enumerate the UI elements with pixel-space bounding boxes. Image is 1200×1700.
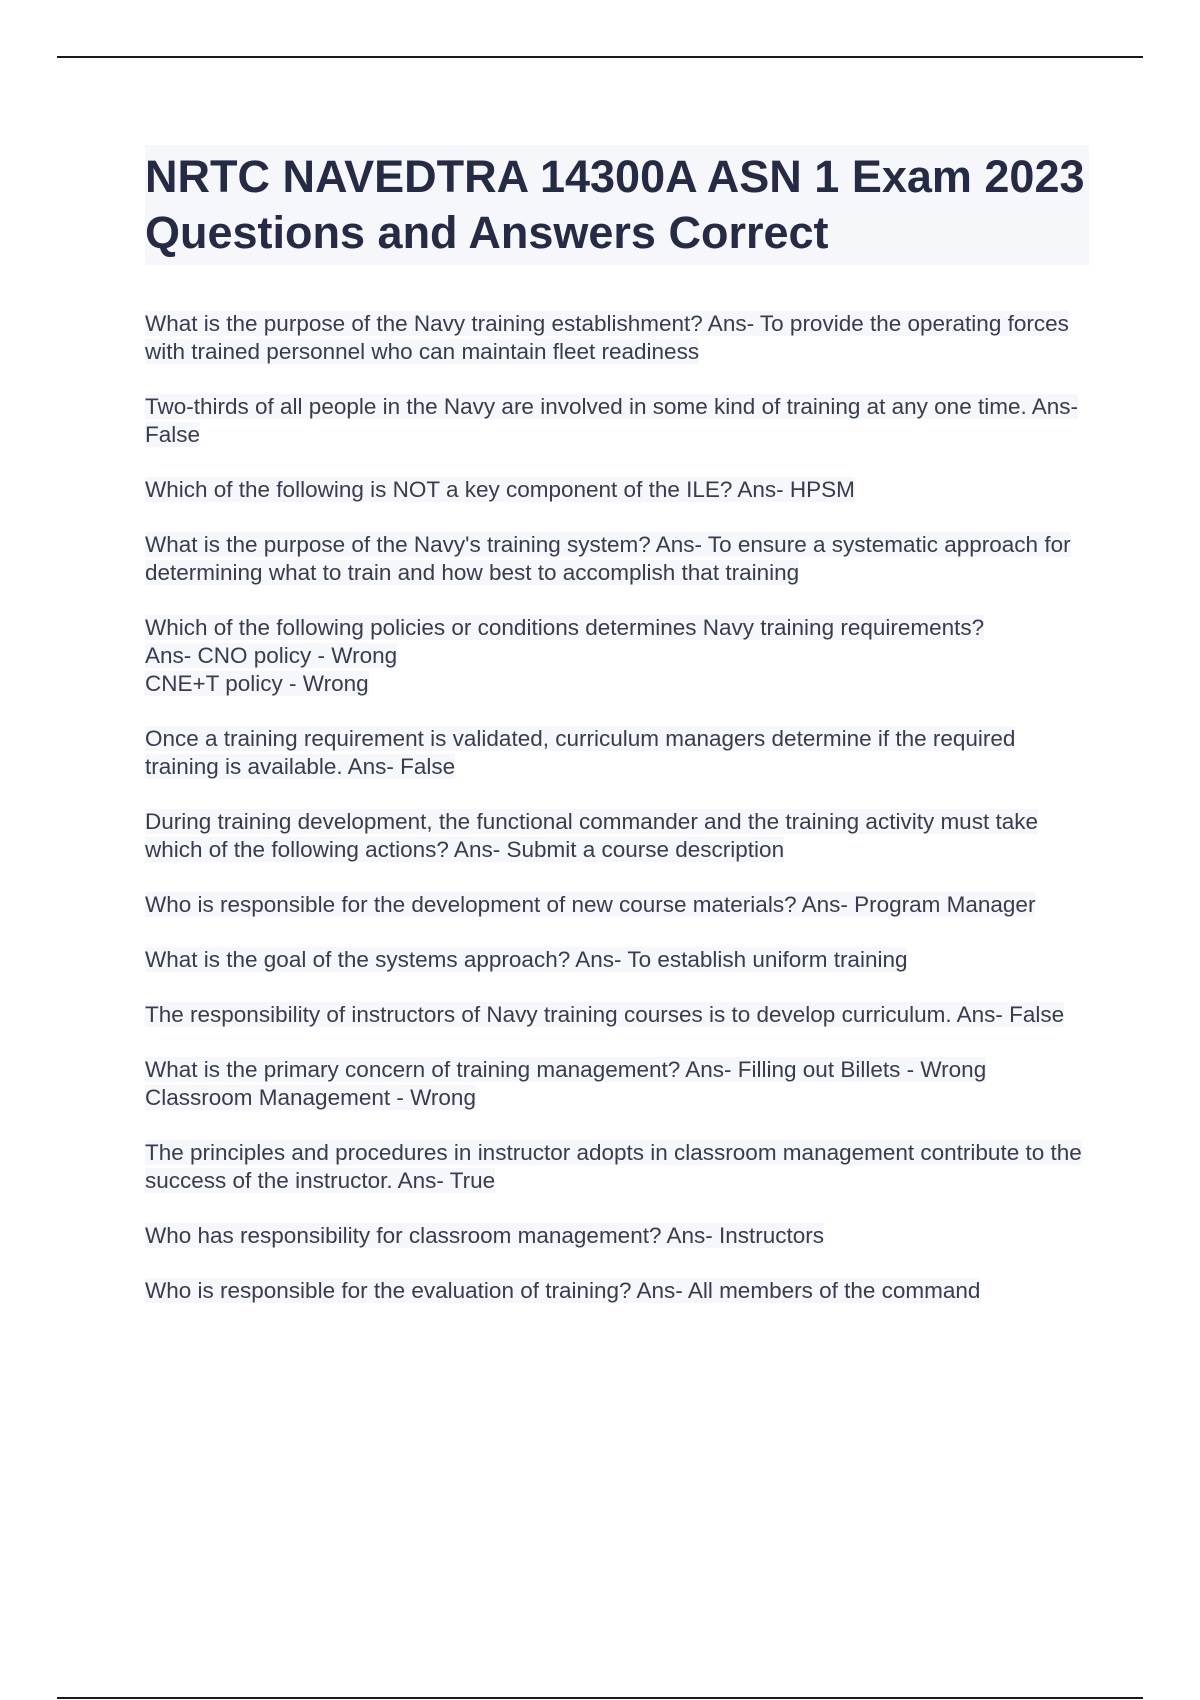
qa-item: During training development, the functional commander and the training activity must take which of the following actions? Ans- Submit a course description [145,809,1038,862]
qa-item: Who is responsible for the evaluation of training? Ans- All members of the command [145,1278,981,1303]
qa-item: Which of the following is NOT a key component of the ILE? Ans- HPSM [145,477,855,502]
qa-item: Who is responsible for the development of new course materials? Ans- Program Manager [145,892,1036,917]
qa-item: The principles and procedures in instructor adopts in classroom management contribute to the success of the instructor. Ans- True [145,1140,1082,1193]
qa-item: Once a training requirement is validated, curriculum managers determine if the required training is available. Ans- False [145,726,1016,779]
title-block [145,145,1089,265]
bottom-rule [57,1697,1143,1699]
qa-item: Who has responsibility for classroom management? Ans- Instructors [145,1223,825,1248]
qa-item: Which of the following policies or conditions determines Navy training requirements? Ans- CNO policy - Wrong CNE+T policy - Wrong [145,615,985,696]
qa-item: What is the purpose of the Navy's training system? Ans- To ensure a systematic approach for determining what to train and how best to accomplish that training [145,532,1071,585]
top-rule [57,56,1143,58]
qa-item: The responsibility of instructors of Navy training courses is to develop curriculum. Ans- False [145,1002,1065,1027]
qa-item: What is the primary concern of training management? Ans- Filling out Billets - Wrong Classroom Management - Wrong [145,1057,987,1110]
qa-item: What is the purpose of the Navy training establishment? Ans- To provide the operating forces with trained personnel who can maintain fleet readiness [145,311,1069,364]
qa-list [145,310,1095,1332]
document-title: NRTC NAVEDTRA 14300A ASN 1 Exam 2023 Questions and Answers Correct [145,151,1085,258]
qa-item: What is the goal of the systems approach? Ans- To establish uniform training [145,947,908,972]
qa-item: Two-thirds of all people in the Navy are involved in some kind of training at any one time. Ans- False [145,394,1078,447]
